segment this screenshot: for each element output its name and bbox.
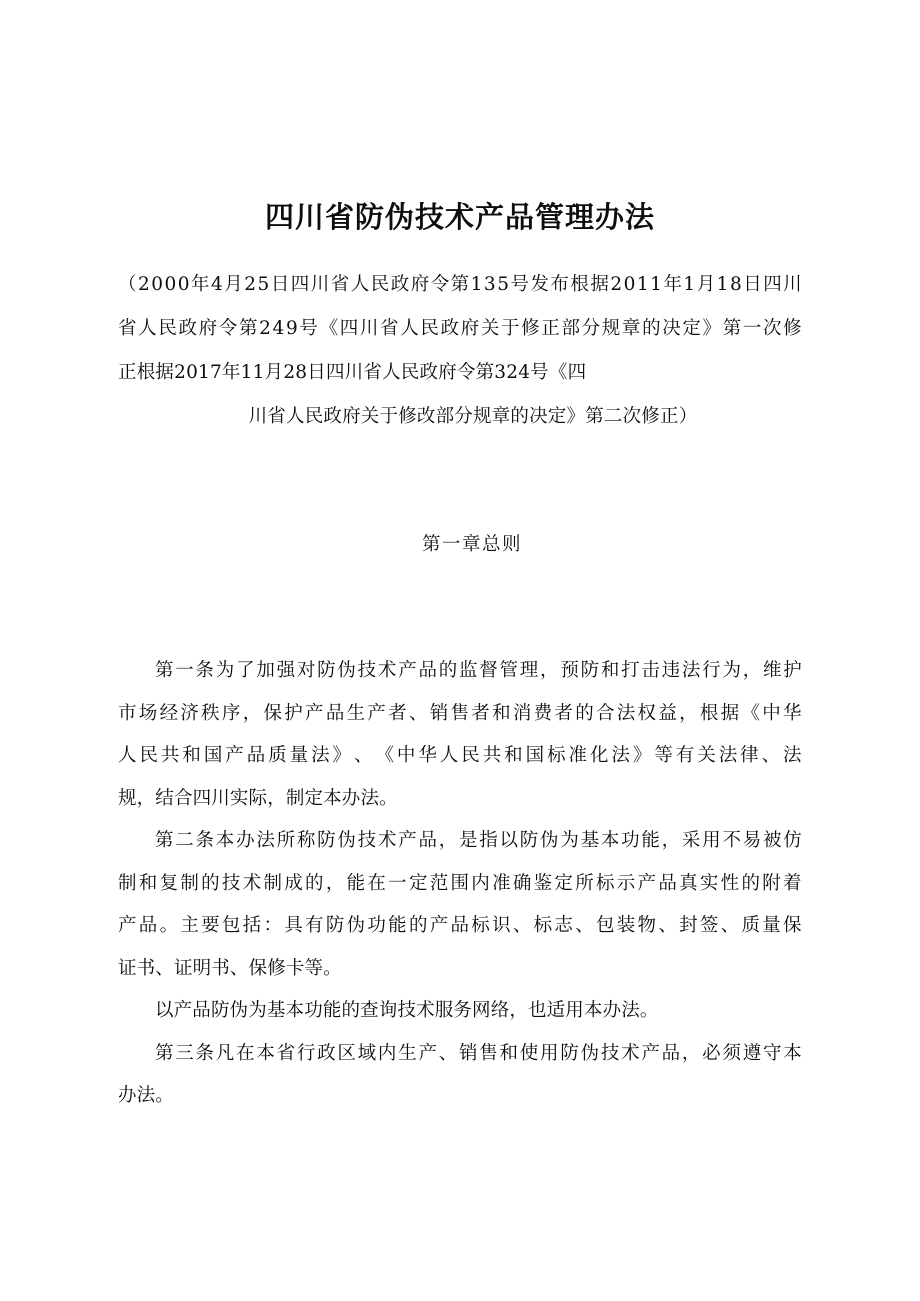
article-3-line-2: 办法。	[118, 1085, 174, 1107]
page-title: 四川省防伪技术产品管理办法	[264, 200, 655, 234]
article-1-paragraph	[118, 650, 802, 820]
article-3-paragraph	[118, 1033, 802, 1118]
article-2-line-4: 证书、证明书、保修卡等。	[118, 957, 342, 979]
document-body	[118, 567, 802, 1118]
preamble-line-4: 川省人民政府关于修改部分规章的决定》第二次修正）	[248, 406, 698, 428]
article-3-line-1: 第 三 条 凡 在 本 省 行 政 区 域 内 生 产 、 销 售 和 使 用 防 伪 技 术 产 品 ， 必 须 遵 守 本	[155, 1042, 802, 1064]
article-1-line-4: 规，结合四川实际，制定本办法。	[118, 787, 398, 809]
preamble-block	[118, 263, 802, 439]
article-1-line-3: 人 民 共 和 国 产 品 质 量 法 》 、 《 中 华 人 民 共 和 国 标 准 化 法 》 等 有 关 法 律 、 法	[118, 745, 802, 767]
chapter-heading: 第一章总则	[421, 534, 522, 556]
article-2-para-2-line-1: 以产品防伪为基本功能的查询技术服务网络，也适用本办法。	[155, 1000, 659, 1022]
article-1-line-2: 市 场 经 济 秩 序 ， 保 护 产 品 生 产 者 、 销 售 者 和 消 费 者 的 合 法 权 益 ， 根 据 《 中 华	[118, 702, 802, 724]
article-2-second-paragraph	[118, 990, 802, 1033]
article-2-line-2: 制 和 复 制 的 技 术 制 成 的 ， 能 在 一 定 范 围 内 准 确 鉴 定 所 标 示 产 品 真 实 性 的 附 着	[118, 872, 802, 894]
preamble-line-2: 省 人 民 政 府 令 第 2 4 9 号 《 四 川 省 人 民 政 府 关 于 修 正 部 分 规 章 的 决 定 》 第 一 次 修	[118, 318, 802, 340]
article-2-paragraph	[118, 820, 802, 990]
article-2-line-3: 产 品 。 主 要 包 括 ： 具 有 防 伪 功 能 的 产 品 标 识 、 标 志 、 包 装 物 、 封 签 、 质 量 保	[118, 915, 802, 937]
preamble-line-3: 正根据2017年11月28日四川省人民政府令第324号《四	[118, 362, 587, 384]
preamble-line-1: （ 2 0 0 0 年 4 月 2 5 日 四 川 省 人 民 政 府 令 第 1 3 5 号 发 布 根 据 2 0 1 1 年 1 月 1 8 日 四 川	[118, 274, 802, 296]
article-1-line-1: 第 一 条 为 了 加 强 对 防 伪 技 术 产 品 的 监 督 管 理 ， 预 防 和 打 击 违 法 行 为 ， 维 护	[155, 660, 802, 682]
article-2-line-1: 第 二 条 本 办 法 所 称 防 伪 技 术 产 品 ， 是 指 以 防 伪 为 基 本 功 能 ， 采 用 不 易 被 仿	[155, 830, 802, 852]
